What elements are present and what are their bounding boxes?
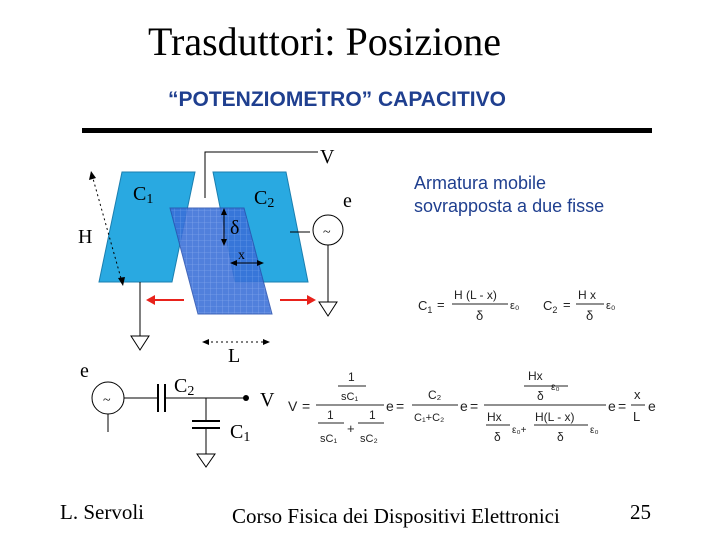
- svg-text:=: =: [437, 297, 445, 312]
- l-arrow-head-right: [263, 339, 270, 345]
- ac-source-symbol: ~: [103, 393, 111, 408]
- description-line-1: Armatura mobile: [414, 173, 547, 193]
- svg-text:ε₀+: ε₀+: [512, 425, 527, 436]
- svg-text:=: =: [470, 398, 479, 414]
- label-c2: C2: [254, 187, 275, 211]
- svg-text:C1: $C_1$: [418, 298, 433, 315]
- formula-c1: [418, 288, 519, 323]
- svg-text:e: e: [648, 398, 656, 414]
- svg-text:δ: δ: [537, 389, 544, 403]
- ground-icon: [319, 302, 337, 316]
- label-c2-circuit: C2: [174, 375, 195, 399]
- footer-author: L. Servoli: [60, 500, 144, 524]
- svg-text:sC₂: sC₂: [360, 433, 378, 445]
- svg-text:ε₀: ε₀: [590, 425, 599, 436]
- svg-text:C₁+C₂: C₁+C₂: [414, 412, 445, 424]
- svg-text:δ: δ: [586, 308, 594, 323]
- svg-text:e: e: [608, 398, 616, 414]
- label-l: L: [228, 345, 241, 367]
- svg-text:Hx: Hx: [487, 410, 502, 424]
- motion-arrow-left-head: [146, 295, 155, 305]
- svg-text:ε₀: ε₀: [606, 300, 616, 312]
- formula-c2: [543, 288, 615, 323]
- description-line-2: sovrapposta a due fisse: [414, 196, 605, 216]
- svg-text:δ: δ: [494, 430, 501, 444]
- label-e-top: e: [343, 190, 352, 212]
- svg-text:e: e: [386, 398, 394, 414]
- svg-text:V: V: [288, 398, 298, 414]
- svg-text:sC₁: sC₁: [341, 391, 359, 403]
- svg-text:H x: H x: [578, 288, 596, 302]
- svg-text:+: +: [347, 421, 355, 436]
- svg-text:=: =: [302, 398, 311, 414]
- svg-text:1: 1: [348, 370, 355, 384]
- svg-text:e: e: [460, 398, 468, 414]
- svg-text:x: x: [634, 387, 641, 402]
- svg-text:Hx: Hx: [528, 369, 543, 383]
- h-arrow-head-top: [89, 171, 96, 180]
- svg-text:C2: $C_2$: [543, 298, 558, 315]
- svg-text:ε₀: ε₀: [510, 300, 520, 312]
- formula-v: [288, 369, 656, 445]
- svg-text:L: L: [633, 409, 641, 424]
- label-h: H: [78, 226, 93, 248]
- label-x: x: [238, 248, 245, 263]
- slide-title: Trasduttori: Posizione: [148, 19, 501, 64]
- footer-page-number: 25: [630, 500, 651, 524]
- svg-text:C₂: C₂: [428, 388, 442, 402]
- label-delta: δ: [230, 217, 240, 239]
- label-v-circuit: V: [260, 389, 275, 411]
- ground-icon: [197, 454, 215, 467]
- ground-icon: [131, 336, 149, 350]
- label-v-top: V: [320, 146, 335, 168]
- ac-source-symbol: ~: [323, 225, 331, 240]
- output-node: [243, 395, 249, 401]
- l-arrow-head-left: [202, 339, 209, 345]
- motion-arrow-right-head: [307, 295, 316, 305]
- svg-text:=: =: [563, 297, 571, 312]
- svg-text:H (L - x): H (L - x): [454, 288, 497, 302]
- svg-text:=: =: [618, 398, 627, 414]
- label-e-circuit: e: [80, 360, 89, 382]
- label-c1-circuit: C1: [230, 421, 251, 445]
- slide-subtitle: “POTENZIOMETRO” CAPACITIVO: [168, 88, 506, 111]
- svg-text:sC₁: sC₁: [320, 433, 338, 445]
- label-c1: C1: [133, 183, 154, 207]
- svg-text:δ: δ: [476, 308, 484, 323]
- footer-course: Corso Fisica dei Dispositivi Elettronici: [232, 504, 560, 528]
- svg-text:1: 1: [369, 408, 376, 422]
- svg-text:ε₀: ε₀: [551, 382, 560, 393]
- svg-text:δ: δ: [557, 430, 564, 444]
- svg-text:1: 1: [327, 408, 334, 422]
- svg-text:=: =: [396, 398, 405, 414]
- svg-text:H(L - x): H(L - x): [535, 410, 575, 424]
